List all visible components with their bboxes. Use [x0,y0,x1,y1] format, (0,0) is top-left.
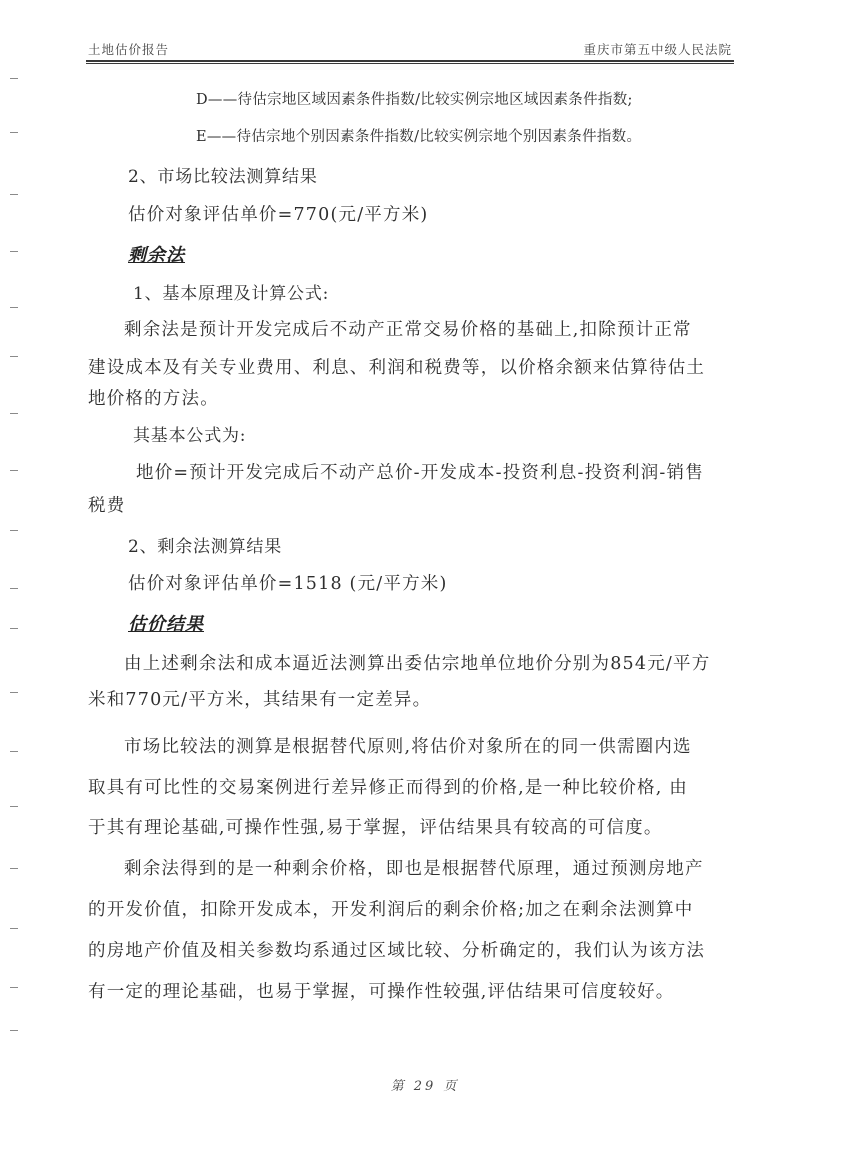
margin-mark [10,1030,18,1031]
margin-mark [10,692,18,693]
margin-mark [10,251,18,252]
section-title-principle: 1、基本原理及计算公式: [133,284,330,304]
margin-mark [10,928,18,929]
formula-line: 税费 [88,496,126,516]
margin-mark [10,194,18,195]
paragraph-line: 取具有可比性的交易案例进行差异修正而得到的价格,是一种比较价格, 由 [88,778,688,798]
heading-valuation-result: 估价结果 [128,614,204,635]
formula-intro: 其基本公式为: [133,426,247,446]
section-title-market-result: 2、市场比较法测算结果 [128,167,318,187]
section-title-residual-result: 2、剩余法测算结果 [128,537,283,557]
paragraph-line: 的开发价值，扣除开发成本，开发利润后的剩余价格;加之在剩余法测算中 [88,900,694,920]
margin-mark [10,78,18,79]
paragraph-line: 市场比较法的测算是根据替代原则,将估价对象所在的同一供需圈内选 [124,737,692,757]
header-right-court: 重庆市第五中级人民法院 [583,42,732,57]
paragraph-line: 的房地产价值及相关参数均系通过区域比较、分析确定的，我们认为该方法 [88,941,706,961]
paragraph-line: 建设成本及有关专业费用、利息、利润和税费等，以价格余额来估算待估土 [88,358,706,378]
paragraph-line: 米和770元/平方米，其结果有一定差异。 [88,690,432,710]
margin-mark [10,868,18,869]
page-number: 第 29 页 [390,1079,460,1094]
margin-mark [10,628,18,629]
paragraph-line: 剩余法是预计开发完成后不动产正常交易价格的基础上,扣除预计正常 [124,320,692,340]
residual-unit-price: 估价对象评估单价=1518 (元/平方米) [128,574,448,594]
margin-mark [10,132,18,133]
header-left-title: 土地估价报告 [88,42,170,57]
margin-mark [10,987,18,988]
definition-d: D——待估宗地区域因素条件指数/比较实例宗地区域因素条件指数; [196,92,633,108]
definition-e: E——待估宗地个别因素条件指数/比较实例宗地个别因素条件指数。 [196,129,642,145]
paragraph-line: 剩余法得到的是一种剩余价格，即也是根据替代原理，通过预测房地产 [124,859,704,879]
header-rule-thin [86,63,734,64]
market-unit-price: 估价对象评估单价=770(元/平方米) [128,205,429,225]
heading-residual-method: 剩余法 [128,245,185,266]
margin-mark [10,307,18,308]
margin-mark [10,751,18,752]
paragraph-line: 有一定的理论基础，也易于掌握，可操作性较强,评估结果可信度较好。 [88,982,675,1002]
header-rule [86,60,734,62]
margin-mark [10,356,18,357]
paragraph-line: 地价格的方法。 [88,389,219,409]
formula-line: 地价=预计开发完成后不动产总价-开发成本-投资利息-投资利润-销售 [136,463,704,483]
margin-mark [10,530,18,531]
margin-mark [10,806,18,807]
margin-mark [10,588,18,589]
paragraph-line: 于其有理论基础,可操作性强,易于掌握，评估结果具有较高的可信度。 [88,818,663,838]
margin-mark [10,413,18,414]
margin-mark [10,470,18,471]
paragraph-line: 由上述剩余法和成本逼近法测算出委估宗地单位地价分别为854元/平方 [124,654,711,674]
